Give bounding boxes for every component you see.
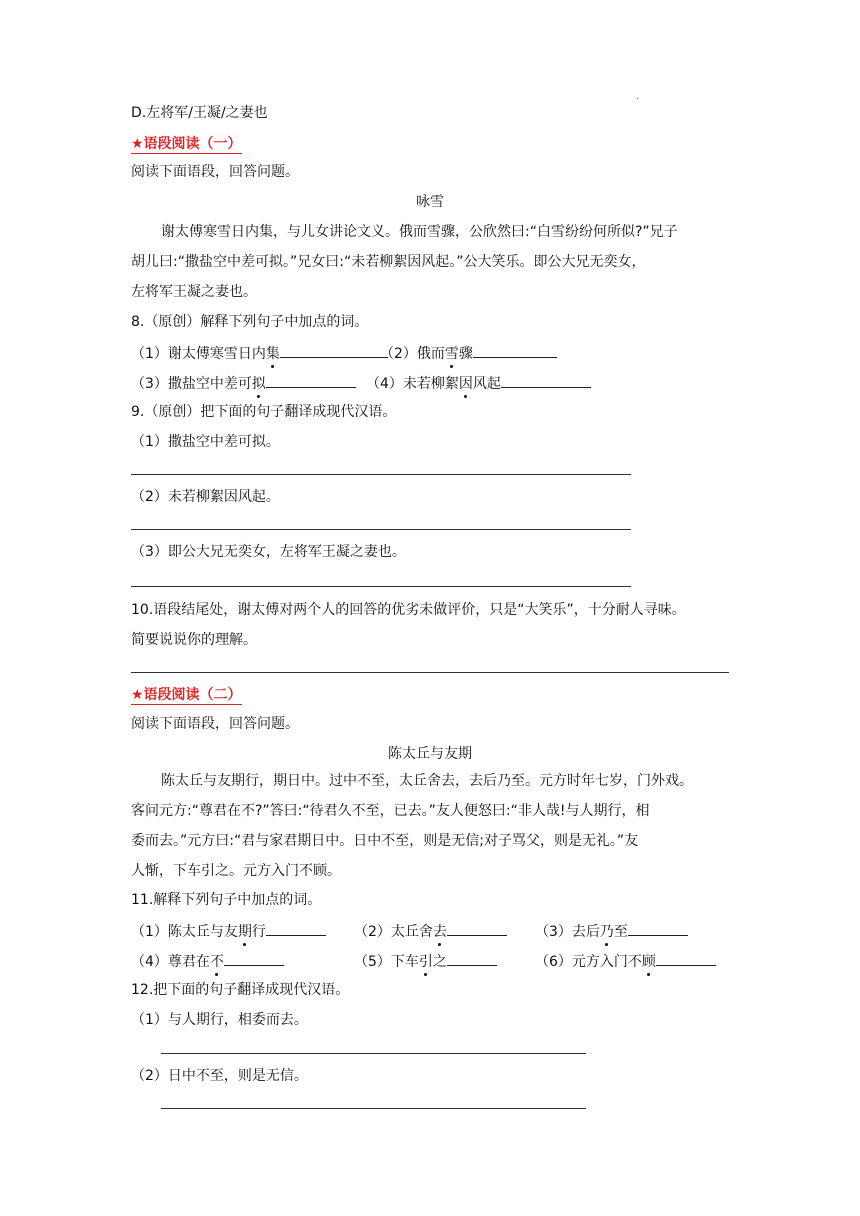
passage2-line2: 客问元方:“尊君在不?”答曰:“待君久不至，已去。”友人便怒曰:“非人哉!与人期行，相	[131, 803, 650, 819]
q11-blank-2[interactable]	[447, 921, 507, 936]
section2-title: 陈太丘与友期	[388, 746, 472, 762]
q8-blank-1[interactable]	[280, 343, 388, 358]
section2-heading: ★语段阅读（二）	[131, 687, 242, 703]
q9-item-1: （1）撒盐空中差可拟。	[131, 434, 280, 450]
q12-answer-line-1[interactable]	[161, 1053, 586, 1054]
q11-blank-1[interactable]	[266, 921, 326, 936]
q9-item-3: （3）即公大兄无奕女，左将军王凝之妻也。	[131, 544, 406, 560]
q9-answer-line-1[interactable]	[131, 474, 631, 475]
q12-item-2: （2）日中不至，则是无信。	[131, 1068, 308, 1084]
q11-item-5: （5）下车引之	[354, 951, 497, 971]
q11-item-1: （1）陈太丘与友期行	[131, 921, 326, 941]
q11-stem: 11.解释下列句子中加点的词。	[131, 892, 322, 908]
passage2-line1: 陈太丘与友期行，期日中。过中不至，太丘舍去，去后乃至。元方时年七岁，门外戏。	[161, 773, 693, 789]
section1-instruction: 阅读下面语段，回答问题。	[131, 164, 299, 180]
q12-stem: 12.把下面的句子翻译成现代汉语。	[131, 982, 350, 998]
q8-blank-3[interactable]	[266, 373, 356, 388]
q11-blank-6[interactable]	[656, 951, 716, 966]
passage1-line1: 谢太傅寒雪日内集，与儿女讲论文义。俄而雪骤，公欣然曰:“白雪纷纷何所似?”兄子	[161, 224, 678, 240]
section2-instruction: 阅读下面语段，回答问题。	[131, 716, 299, 732]
q10-answer-line[interactable]	[131, 672, 729, 673]
q9-answer-line-3[interactable]	[131, 586, 631, 587]
q8-blank-4[interactable]	[501, 373, 591, 388]
q10-line-1: 10.语段结尾处，谢太傅对两个人的回答的优劣未做评价，只是“大笑乐”，十分耐人寻味。	[131, 602, 686, 618]
section1-heading: ★语段阅读（一）	[131, 136, 242, 152]
q11-item-6: （6）元方入门不顾	[535, 951, 716, 971]
option-d: D.左将军/王凝/之妻也	[131, 105, 268, 121]
q8-blank-2[interactable]	[473, 343, 557, 358]
q11-blank-5[interactable]	[447, 951, 497, 966]
q9-answer-line-2[interactable]	[131, 529, 631, 530]
passage2-line3: 委而去。”元方曰:“君与家君期日中。日中不至，则是无信;对子骂父，则是无礼。”友	[131, 833, 639, 849]
q8-item-2: （2）俄而雪骤	[380, 343, 557, 363]
passage1-line3: 左将军王凝之妻也。	[131, 284, 257, 300]
q12-item-1: （1）与人期行，相委而去。	[131, 1012, 308, 1028]
passage2-line4: 人惭，下车引之。元方入门不顾。	[131, 863, 341, 879]
q8-item-3: （3）撒盐空中差可拟	[131, 373, 356, 393]
q12-answer-line-2[interactable]	[161, 1108, 586, 1109]
q8-item-1: （1）谢太傅寒雪日内集	[131, 343, 388, 363]
passage1-line2: 胡儿曰:“撒盐空中差可拟。”兄女曰:“未若柳絮因风起。”公大笑乐。即公大兄无奕女，	[131, 254, 646, 270]
q11-item-3: （3）去后乃至	[535, 921, 688, 941]
q9-item-2: （2）未若柳絮因风起。	[131, 489, 280, 505]
q11-blank-3[interactable]	[628, 921, 688, 936]
q11-item-2: （2）太丘舍去	[354, 921, 507, 941]
stray-dot: .	[636, 91, 640, 102]
q10-line-2: 简要说说你的理解。	[131, 632, 257, 648]
q8-stem: 8.（原创）解释下列句子中加点的词。	[131, 314, 369, 330]
q11-item-4: （4）尊君在不	[131, 951, 284, 971]
q8-item-4: （4）未若柳絮因风起	[366, 373, 591, 393]
q9-stem: 9.（原创）把下面的句子翻译成现代汉语。	[131, 404, 397, 420]
section1-title: 咏雪	[416, 194, 444, 210]
q11-blank-4[interactable]	[224, 951, 284, 966]
